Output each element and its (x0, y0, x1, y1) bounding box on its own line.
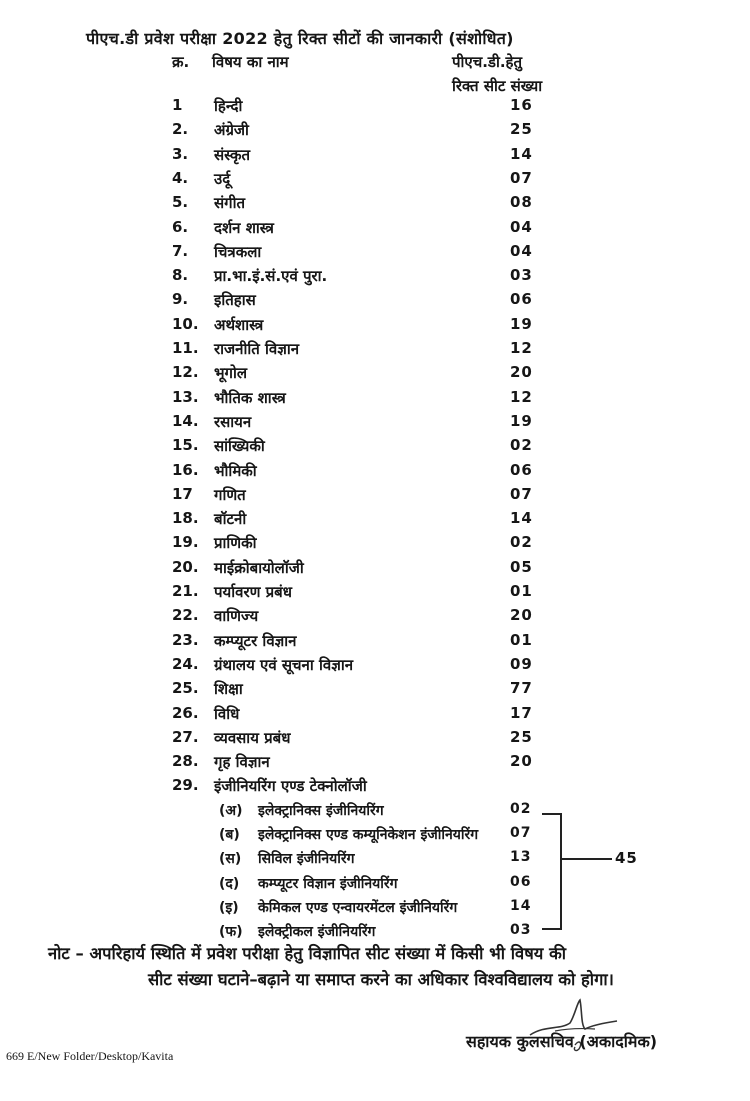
sub-item-name: कम्प्यूटर विज्ञान इंजीनियरिंग (258, 875, 398, 892)
serial-number: 2. (172, 120, 189, 139)
seat-count: 25 (510, 120, 533, 139)
subject-name: गणित (214, 485, 246, 504)
subject-name: इंजीनियरिंग एण्ड टेक्नोलॉजी (214, 777, 367, 796)
seat-count: 25 (510, 727, 533, 746)
serial-number: 12. (172, 363, 199, 382)
subject-header: विषय का नाम (212, 53, 289, 71)
table-row (0, 606, 750, 628)
subject-name: माईक्रोबायोलॉजी (214, 558, 304, 577)
table-row (0, 509, 750, 531)
seat-count: 19 (510, 314, 533, 333)
seat-count: 08 (510, 193, 533, 212)
seat-count: 07 (510, 168, 533, 187)
note-line1: नोट – अपरिहार्य स्थिति में प्रवेश परीक्षा हेतु विज्ञापित सीट संख्या में किसी भी विषय की (48, 944, 567, 963)
sub-item-seats: 14 (510, 897, 532, 914)
seat-count: 20 (510, 363, 533, 382)
table-row (0, 461, 750, 483)
seat-count: 20 (510, 606, 533, 625)
serial-number: 17 (172, 484, 193, 503)
sub-item-seats: 06 (510, 873, 532, 890)
subject-name: सांख्यिकी (214, 437, 265, 456)
subject-name: दर्शन शास्त्र (214, 218, 274, 237)
serial-number: 15. (172, 436, 199, 455)
serial-number: 29. (172, 776, 199, 795)
subject-name: संगीत (214, 194, 246, 213)
seat-count: 06 (510, 290, 533, 309)
table-row (0, 801, 750, 823)
table-row (0, 558, 750, 580)
sub-item-name: इलेक्ट्रानिक्स एण्ड कम्यूनिकेशन इंजीनियरिंग (258, 827, 479, 844)
document-title: पीएच.डी प्रवेश परीक्षा 2022 हेतु रिक्त सीटों की जानकारी (संशोधित) (86, 29, 514, 48)
subject-name: इतिहास (214, 291, 256, 310)
serial-number: 14. (172, 411, 199, 430)
subject-name: भूगोल (214, 364, 248, 383)
table-row (0, 193, 750, 215)
subject-name: प्रा.भा.इं.सं.एवं पुरा. (214, 267, 328, 286)
seat-count: 07 (510, 484, 533, 503)
serial-number: 19. (172, 533, 199, 552)
seat-count: 14 (510, 144, 533, 163)
serial-number: 7. (172, 241, 189, 260)
bracket-pointer (562, 858, 612, 860)
seat-count: 01 (510, 630, 533, 649)
sub-item-letter: (स) (219, 851, 242, 868)
sub-item-seats: 03 (510, 922, 532, 938)
serial-number: 11. (172, 339, 199, 357)
sub-item-letter: (ब) (219, 827, 240, 844)
table-row (0, 266, 750, 288)
seat-count: 12 (510, 387, 533, 406)
sub-item-seats: 13 (510, 849, 532, 866)
table-row (0, 874, 750, 896)
table-row (0, 436, 750, 458)
subject-name: हिन्दी (214, 97, 243, 115)
table-row (0, 290, 750, 312)
subject-name: भौमिकी (214, 461, 257, 480)
table-row (0, 825, 750, 847)
file-path-footer: 669 E/New Folder/Desktop/Kavita (6, 1049, 174, 1063)
sub-item-seats: 07 (510, 825, 532, 842)
sub-item-letter: (अ) (219, 803, 243, 819)
serial-number: 27. (172, 727, 199, 746)
subject-name: बॉटनी (214, 510, 247, 529)
subject-name: अर्थशास्त्र (214, 315, 264, 334)
serial-number: 1 (172, 96, 183, 114)
table-row (0, 218, 750, 240)
serial-number: 20. (172, 557, 199, 576)
sub-item-letter: (फ) (219, 924, 243, 940)
serial-number: 23. (172, 630, 199, 649)
sub-item-name: केमिकल एण्ड एन्वायरमेंटल इंजीनियरिंग (258, 899, 458, 916)
table-row (0, 631, 750, 653)
table-row (0, 752, 750, 774)
subject-name: चित्रकला (214, 242, 262, 261)
subject-name: शिक्षा (214, 680, 243, 699)
table-row (0, 679, 750, 701)
seat-count: 04 (510, 217, 533, 236)
table-row (0, 533, 750, 555)
seat-count: 04 (510, 241, 533, 260)
subject-name: व्यवसाय प्रबंध (214, 728, 291, 747)
subject-name: वाणिज्य (214, 607, 259, 626)
table-row (0, 120, 750, 142)
seat-count: 16 (510, 96, 533, 114)
serial-number: 26. (172, 703, 199, 722)
subject-name: उर्दू (214, 169, 231, 188)
table-row (0, 728, 750, 750)
signature-designation: सहायक कुलसचिव (अकादमिक) (466, 1032, 658, 1051)
subject-name: भौतिक शास्त्र (214, 388, 286, 407)
sub-item-letter: (इ) (219, 899, 239, 916)
seats-header-line2: रिक्त सीट संख्या (452, 77, 543, 95)
seat-count: 02 (510, 533, 533, 552)
serial-header: क्र. (172, 53, 190, 71)
bracket-top (542, 813, 562, 815)
table-row (0, 363, 750, 385)
table-row (0, 412, 750, 434)
table-row (0, 96, 750, 118)
table-row (0, 339, 750, 361)
sub-item-name: इलेक्ट्रीकल इंजीनियरिंग (258, 924, 376, 940)
seat-count: 17 (510, 703, 533, 722)
sub-item-name: इलेक्ट्रानिक्स इंजीनियरिंग (258, 803, 384, 819)
table-row (0, 898, 750, 920)
table-row (0, 242, 750, 264)
table-row (0, 388, 750, 410)
note (48, 941, 738, 993)
seat-count: 19 (510, 411, 533, 430)
table-row (0, 655, 750, 677)
subject-name: प्राणिकी (214, 534, 257, 553)
subject-name: ग्रंथालय एवं सूचना विज्ञान (214, 655, 354, 674)
serial-number: 6. (172, 217, 189, 236)
bracket-bottom (542, 928, 562, 930)
seats-header-line1: पीएच.डी.हेतु (452, 53, 523, 71)
serial-number: 5. (172, 193, 189, 212)
table-row (0, 485, 750, 507)
table-row (0, 169, 750, 191)
note-line2: सीट संख्या घटाने–बढ़ाने या समाप्त करने का अधिकार विश्वविद्यालय को होगा। (148, 970, 614, 989)
subject-name: कम्प्यूटर विज्ञान (214, 631, 297, 650)
subject-name: संस्कृत (214, 145, 251, 164)
serial-number: 18. (172, 509, 199, 528)
sub-item-letter: (द) (219, 875, 240, 892)
engineering-total: 45 (615, 849, 638, 867)
serial-number: 4. (172, 168, 189, 187)
serial-number: 16. (172, 460, 199, 479)
seat-count: 05 (510, 557, 533, 576)
subject-name: रसायन (214, 412, 252, 431)
serial-number: 9. (172, 290, 189, 309)
subject-name: विधि (214, 704, 240, 723)
seat-count: 06 (510, 460, 533, 479)
bracket-vertical (560, 813, 562, 930)
serial-number: 28. (172, 752, 199, 771)
subject-name: गृह विज्ञान (214, 753, 270, 772)
serial-number: 24. (172, 654, 199, 673)
seat-count: 09 (510, 654, 533, 673)
serial-number: 21. (172, 582, 199, 600)
subject-name: पर्यावरण प्रबंध (214, 583, 292, 601)
seat-count: 77 (510, 679, 533, 698)
serial-number: 8. (172, 266, 189, 285)
serial-number: 10. (172, 314, 199, 333)
serial-number: 3. (172, 144, 189, 163)
serial-number: 25. (172, 679, 199, 698)
sub-item-name: सिविल इंजीनियरिंग (258, 851, 355, 868)
serial-number: 13. (172, 387, 199, 406)
table-row (0, 145, 750, 167)
seat-count: 20 (510, 752, 533, 771)
seat-count: 12 (510, 339, 533, 357)
serial-number: 22. (172, 606, 199, 625)
seat-count: 02 (510, 436, 533, 455)
subject-name: राजनीति विज्ञान (214, 340, 300, 358)
subject-name: अंग्रेजी (214, 121, 249, 140)
seat-count: 01 (510, 582, 533, 600)
table-row (0, 776, 750, 798)
table-row (0, 704, 750, 726)
sub-item-seats: 02 (510, 801, 532, 817)
table-row (0, 582, 750, 604)
seat-count: 03 (510, 266, 533, 285)
seat-count: 14 (510, 509, 533, 528)
table-row (0, 315, 750, 337)
